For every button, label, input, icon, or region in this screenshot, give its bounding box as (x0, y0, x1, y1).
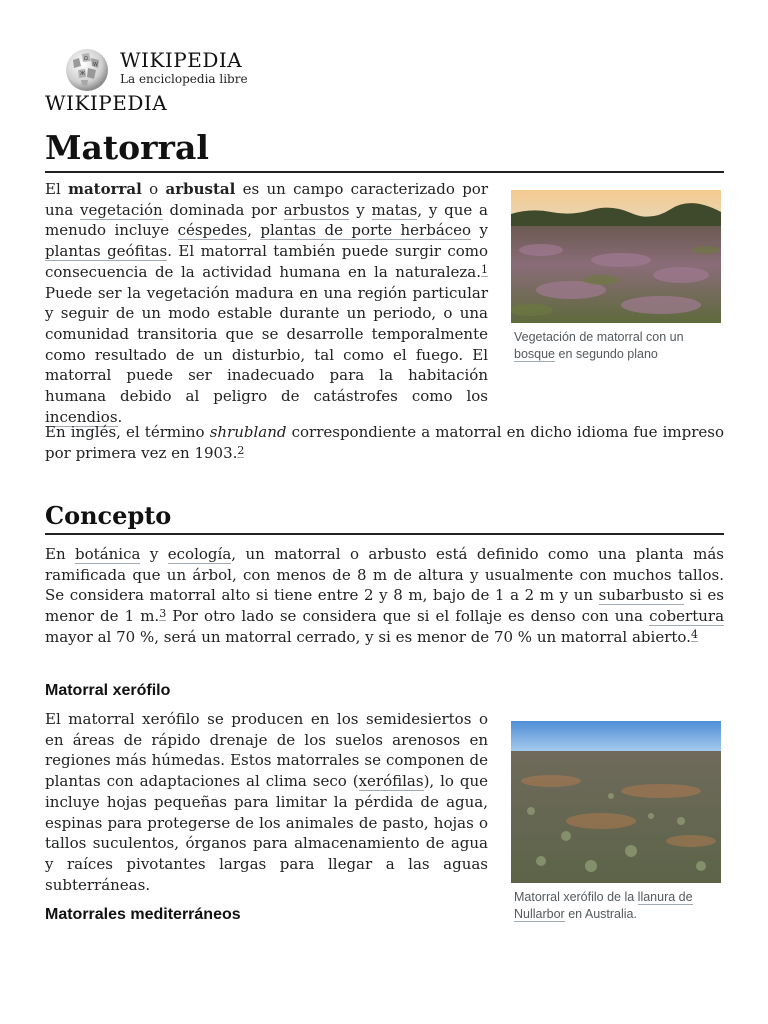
link-botanica[interactable]: botánica (75, 545, 141, 563)
xerofilo-paragraph: El matorral xerófilo se producen en los semidesiertos o en áreas de rápido drenaje de los suelos arenosos en regiones más húmedas. Estos matorrales se componen de plantas con adaptaciones al clima seco (xerófilas), lo que incluye hojas pequeñas para limitar la pérdida de agua, espinas para protegerse de los animales de pasto, hojas o tallos suculentos, órganos para almacenamiento de agua y raíces pivotantes largas para llegar a las aguas subterráneas. (45, 710, 488, 894)
subsection-heading-mediterraneos: Matorrales mediterráneos (45, 906, 241, 923)
link-vegetacion[interactable]: vegetación (80, 200, 163, 219)
intro-paragraph: El matorral o arbustal es un campo caracterizado por una vegetación dominada por arbustos y matas, y que a menudo incluye céspedes, plantas de porte herbáceo y plantas geófitas. El matorral también puede surgir como consecuencia de la actividad humana en la naturaleza.$^1$ Puede ser la vegetación madura en una región particular y seguir de un modo estable durante un periodo, o una comunidad transitoria que se desarrolle temporalmente como resultado de un disturbio, tal como el fuego. El matorral puede ser inadecuado para la habitación humana debido al peligro de catástrofes como los incendios. (45, 180, 489, 426)
subsection-heading-xerofilo: Matorral xerófilo (45, 682, 171, 699)
bold-term: arbustal (165, 180, 236, 198)
link-bosque[interactable]: bosque (514, 347, 556, 361)
link-ecologia[interactable]: ecología (167, 545, 232, 563)
concepto-paragraph: En botánica y ecología, un matorral o arbusto está definido como una planta más ramificada que un árbol, con menos de 8 m de altura y usualmente con muchos tallos. Se considera matorral alto si tiene entre 2 y 8 m, bajo de 1 a 2 m y un subarbusto si es menor de 1 m.$^3$ Por otro lado se considera que si el follaje es denso con una cobertura mayor al 70 %, será un matorral cerrado, y si es menor de 70 % un matorral abierto.$^4$ (45, 545, 725, 646)
wikipedia-wordmark[interactable]: WIKIPEDIA (45, 91, 168, 115)
wikipedia-globe-icon (64, 46, 110, 92)
figure-shrubland (511, 190, 721, 363)
logo-title: WIKIPEDIA (120, 48, 243, 72)
figure-caption: Matorral xerófilo de la llanura de Nullarbor en Australia. (514, 890, 693, 921)
shrubland-photo[interactable] (511, 190, 721, 323)
link-subarbusto[interactable]: subarbusto (598, 586, 684, 605)
reference-3[interactable]: 3 (159, 607, 167, 621)
link-xerofilas[interactable]: xerófilas (358, 772, 424, 791)
figure-xerophytic (511, 721, 721, 923)
reference-4[interactable]: 4 (690, 627, 698, 641)
svg-text:Ω: Ω (84, 56, 88, 62)
english-paragraph: En inglés, el término shrubland correspondiente a matorral en dicho idioma fue impreso por primera vez en 1903.$^2$ (45, 423, 724, 462)
page-title: Matorral (45, 126, 724, 173)
section-heading-concepto: Concepto (45, 500, 724, 535)
link-incendios[interactable]: incendios (45, 407, 118, 426)
reference-2[interactable]: 2 (237, 443, 245, 457)
link-cespedes[interactable]: céspedes (177, 221, 248, 240)
xerophytic-photo[interactable] (511, 721, 721, 883)
figure-caption: Vegetación de matorral con un bosque en segundo plano (514, 330, 684, 361)
link-cobertura[interactable]: cobertura (649, 607, 725, 626)
svg-text:W: W (93, 62, 98, 68)
logo-tagline: La enciclopedia libre (120, 72, 248, 86)
link-arbustos[interactable]: arbustos (283, 200, 350, 219)
svg-text:Ж: Ж (80, 71, 86, 77)
italic-term: shrubland (209, 423, 287, 441)
link-matas[interactable]: matas (371, 200, 418, 219)
link-nullarbor[interactable]: llanura de Nullarbor (514, 890, 693, 921)
bold-term: matorral (68, 180, 142, 198)
reference-1[interactable]: 1 (481, 262, 488, 276)
wikipedia-logo[interactable] (64, 46, 264, 94)
link-plantas-geofitas[interactable]: plantas geófitas (45, 242, 168, 261)
link-plantas-herbaceo[interactable]: plantas de porte herbáceo (260, 221, 472, 240)
